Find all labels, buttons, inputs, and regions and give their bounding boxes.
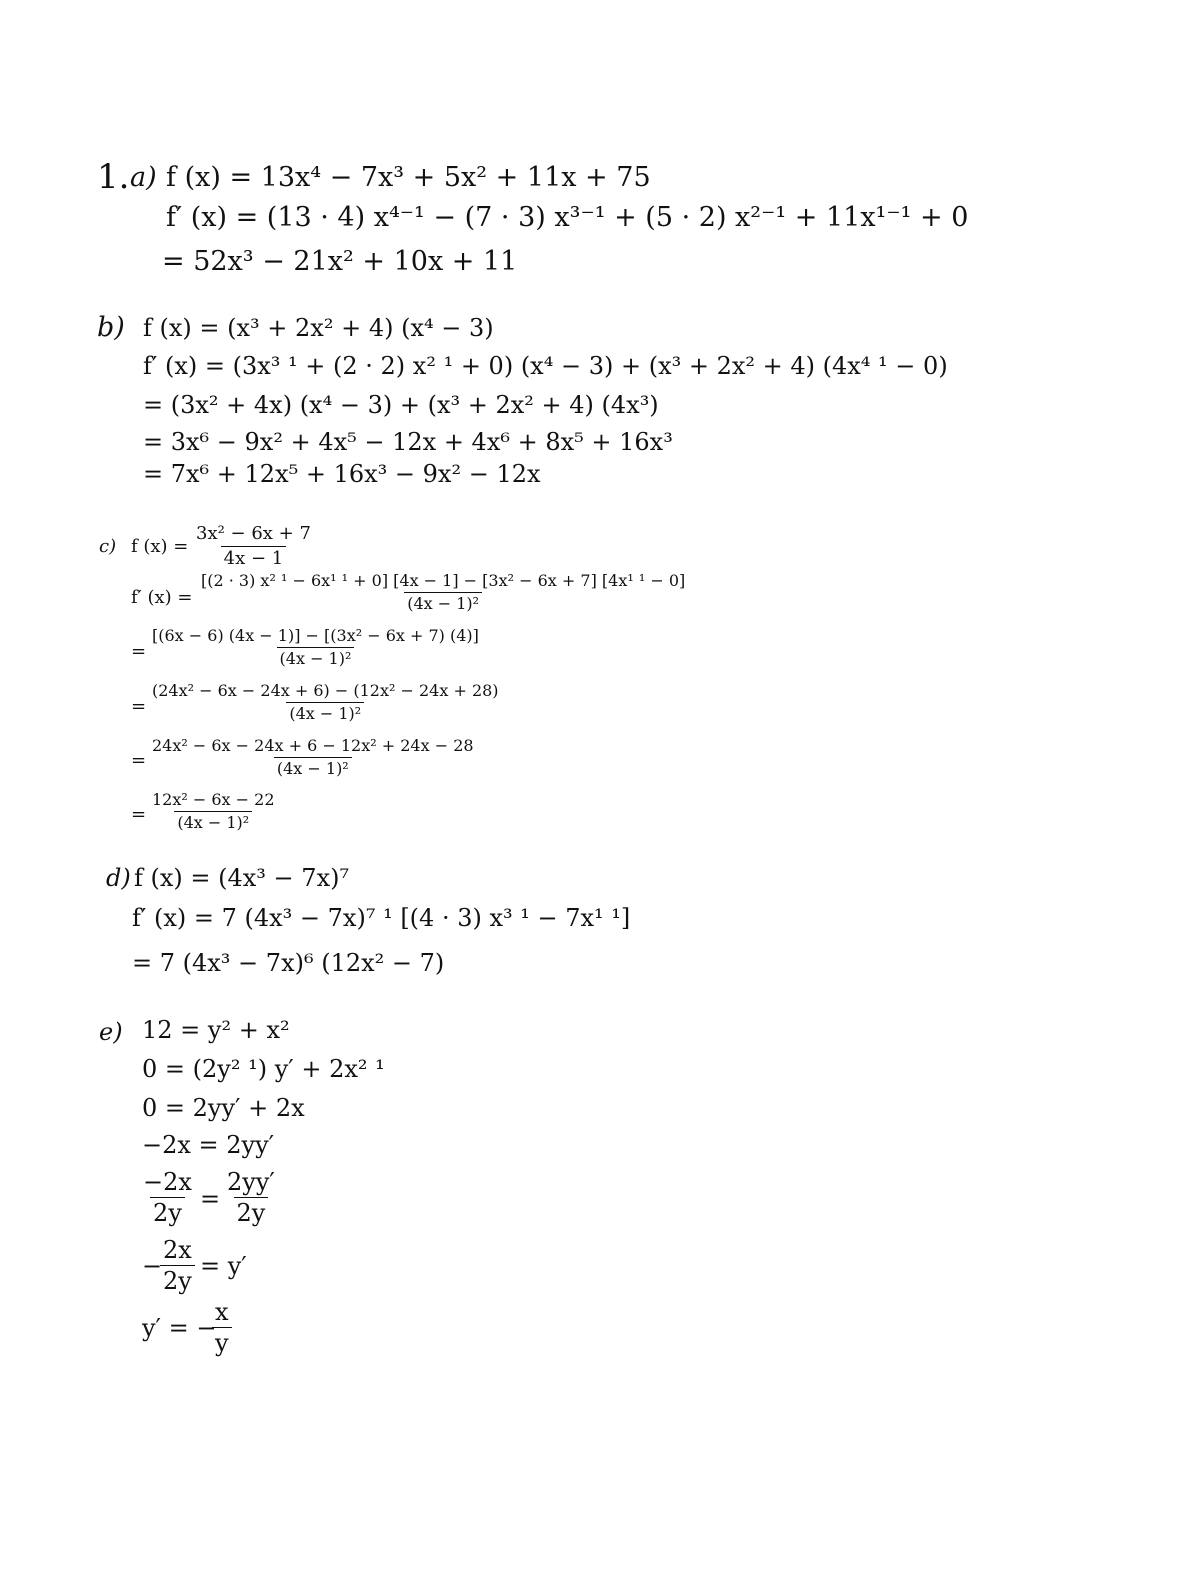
part-e-fraction-2-rhs: = y′: [200, 1252, 247, 1280]
equals-sign: =: [131, 750, 147, 771]
part-b-line-1: f (x) = (x³ + 2x² + 4) (x⁴ − 3): [143, 314, 494, 342]
fraction-numerator: [(6x − 6) (4x − 1)] − [(3x² − 6x + 7) (4)]: [152, 626, 479, 645]
equals-sign: =: [131, 696, 147, 717]
part-b-label: b): [97, 312, 125, 343]
fraction-denominator: 2y: [150, 1197, 185, 1225]
equals-sign: =: [131, 804, 147, 825]
part-e-label: e): [99, 1018, 123, 1046]
problem-number: 1.: [97, 157, 130, 197]
fraction-denominator: y: [212, 1327, 232, 1355]
part-a-line-2: f′ (x) = (13 · 4) x⁴⁻¹ − (7 · 3) x³⁻¹ + (5 · 2) x²⁻¹ + 11x¹⁻¹ + 0: [166, 202, 969, 233]
fraction-denominator: (4x − 1)²: [277, 647, 355, 667]
part-c-f-fraction: [193, 525, 314, 568]
part-c-d-lhs: f′ (x) =: [131, 587, 193, 608]
part-c-step-1: [149, 628, 482, 667]
fraction-numerator: 24x² − 6x − 24x + 6 − 12x² + 24x − 28: [152, 736, 474, 755]
fraction-denominator: 2y: [160, 1265, 195, 1293]
part-d-line-3: = 7 (4x³ − 7x)⁶ (12x² − 7): [132, 949, 445, 977]
fraction-denominator: (4x − 1)²: [404, 592, 482, 612]
minus-sign: −: [142, 1252, 163, 1280]
part-e-final-fraction: [212, 1300, 232, 1355]
part-e-line-2: 0 = (2y² ¹) y′ + 2x² ¹: [142, 1055, 385, 1083]
part-e-line-3: 0 = 2yy′ + 2x: [142, 1094, 305, 1122]
part-e-fraction-right: [224, 1170, 278, 1225]
equals-sign: =: [131, 641, 147, 662]
part-e-fraction-2: [160, 1238, 195, 1293]
fraction-numerator: −2x: [143, 1168, 192, 1196]
part-e-line-4: −2x = 2yy′: [142, 1131, 275, 1159]
part-c-d-fraction: [198, 573, 688, 612]
fraction-numerator: 3x² − 6x + 7: [196, 523, 311, 544]
fraction-numerator: 2yy′: [227, 1168, 275, 1196]
fraction-numerator: 12x² − 6x − 22: [152, 790, 275, 809]
part-b-line-2: f′ (x) = (3x³ ¹ + (2 · 2) x² ¹ + 0) (x⁴ − 3) + (x³ + 2x² + 4) (4x⁴ ¹ − 0): [143, 352, 948, 380]
fraction-denominator: 4x − 1: [221, 546, 287, 568]
fraction-numerator: [(2 · 3) x² ¹ − 6x¹ ¹ + 0] [4x − 1] − [3x² − 6x + 7] [4x¹ ¹ − 0]: [201, 571, 686, 590]
equals-sign: =: [200, 1185, 221, 1213]
part-d-label: d): [106, 864, 131, 892]
part-d-line-2: f′ (x) = 7 (4x³ − 7x)⁷ ¹ [(4 · 3) x³ ¹ − 7x¹ ¹]: [132, 904, 631, 932]
part-c-f-lhs: f (x) =: [131, 536, 189, 557]
part-b-line-3: = (3x² + 4x) (x⁴ − 3) + (x³ + 2x² + 4) (4x³): [143, 391, 659, 419]
part-c-step-3: [149, 738, 477, 777]
fraction-denominator: 2y: [234, 1197, 269, 1225]
part-d-line-1: f (x) = (4x³ − 7x)⁷: [134, 864, 350, 892]
fraction-denominator: (4x − 1)²: [286, 702, 364, 722]
part-c-step-2: [149, 683, 502, 722]
part-a-line-1: f (x) = 13x⁴ − 7x³ + 5x² + 11x + 75: [166, 162, 651, 193]
part-a-label: a): [130, 162, 157, 193]
part-c-step-4: [149, 792, 278, 831]
part-b-line-4: = 3x⁶ − 9x² + 4x⁵ − 12x + 4x⁶ + 8x⁵ + 16x³: [143, 428, 673, 456]
fraction-denominator: (4x − 1)²: [174, 811, 252, 831]
part-b-line-5: = 7x⁶ + 12x⁵ + 16x³ − 9x² − 12x: [143, 460, 541, 488]
part-e-line-1: 12 = y² + x²: [142, 1016, 290, 1044]
fraction-numerator: x: [215, 1298, 229, 1326]
part-e-final-lhs: y′ = −: [142, 1314, 217, 1342]
fraction-numerator: (24x² − 6x − 24x + 6) − (12x² − 24x + 28): [152, 681, 499, 700]
part-e-fraction-left: [140, 1170, 195, 1225]
part-c-label: c): [99, 536, 117, 557]
fraction-numerator: 2x: [163, 1236, 192, 1264]
fraction-denominator: (4x − 1)²: [274, 757, 352, 777]
part-a-line-3: = 52x³ − 21x² + 10x + 11: [162, 246, 518, 277]
